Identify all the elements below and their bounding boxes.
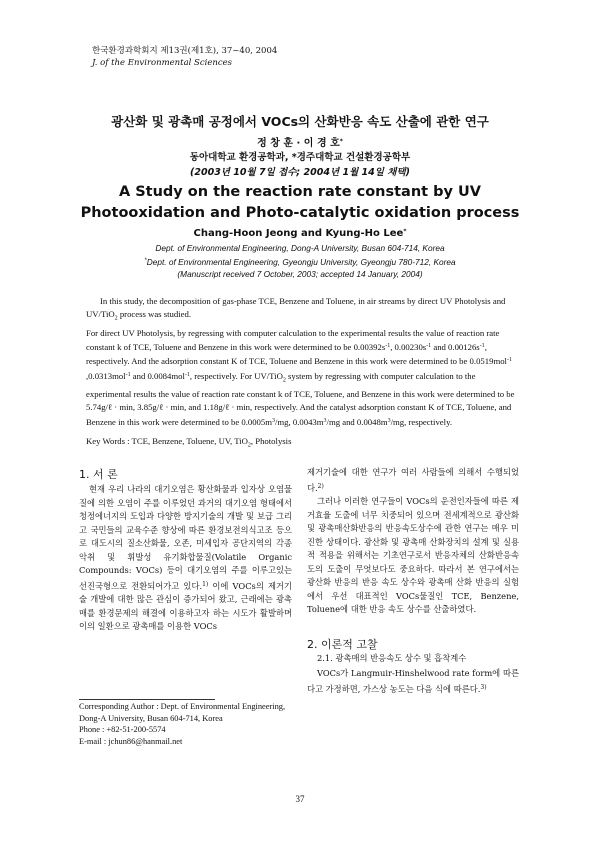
section-2-1-title: 2.1. 광촉매의 반응속도 상수 및 흡착계수 bbox=[317, 653, 467, 663]
section-2-1-text: VOCs가 Langmuir-Hinshelwood rate form에 따른다고 가정하면, 가스상 농도는 다음 식에 따른다.$^{3)}$ bbox=[307, 668, 519, 694]
manuscript-dates: (Manuscript received 7 October, 2003; accepted 14 January, 2004) bbox=[177, 269, 423, 279]
title-english-line-2: Photooxidation and Photo-catalytic oxidation process bbox=[80, 205, 520, 221]
affiliation-korean: 동아대학교 환경공학과, *경주대학교 건설환경공학부 bbox=[189, 152, 411, 163]
title-english bbox=[0, 182, 600, 224]
corresponding-author-footnote: Corresponding Author : Dept. of Environmental Engineering, Dong-A University, Busan 604-714, Korea Phone : +82-51-200-5574 E-mail : jchun86@hanmail.net bbox=[79, 702, 286, 746]
intro-left-column: 현재 우리 나라의 대기오염은 황산화물과 입자상 오염물질에 의한 오염이 주를 이루었던 과거의 대기오염 형태에서 청정에너지의 도입과 다양한 방지기술의 개발 및 보급 그리고 국민들의 교육수준 향상에 따른 환경보전의식고조 등으로 대도시의 질소산화물, 오존, 미세입자 공단지역의 각종 악취 및 휘발성 유기화합물질(Volatile Organic Compounds: VOCs) 등이 대기오염의 주를 이루고있는 선진국형으로 전환되어가고 있다.$^{1)}$ 이에 VOCs의 제거기술 개발에 대한 많은 관심이 증가되어 왔고, 근래에는 광촉매를 환경문제의 해결에 이용하고자 하는 시도가 활발하며 이의 일환으로 광촉매를 이용한 VOCs bbox=[79, 484, 292, 631]
authors-korean: 정 창 훈 · 이 경 호* bbox=[257, 138, 343, 149]
received-date-korean: (2003년 10월 7일 접수; 2004년 1월 14일 채택) bbox=[190, 167, 410, 178]
section-2-title: 2. 이론적 고찰 bbox=[307, 638, 378, 651]
abstract bbox=[86, 295, 516, 429]
title-korean: 광산화 및 광촉매 공정에서 VOCs의 산화반응 속도 산출에 관한 연구 bbox=[111, 114, 489, 129]
affiliation-english-2: *Dept. of Environmental Engineering, Gyeongju University, Gyeongju 780-712, Korea bbox=[144, 257, 456, 267]
section-1-title: 1. 서 론 bbox=[79, 468, 118, 481]
keywords: Key Words : TCE, Benzene, Toluene, UV, TiO$_2$, Photolysis bbox=[86, 436, 292, 449]
title-english-line-1: A Study on the reaction rate constant by UV bbox=[118, 184, 482, 200]
page-number: 37 bbox=[295, 794, 305, 804]
journal-citation: 한국환경과학회지 제13권(제1호), 37~40, 2004 bbox=[92, 46, 278, 56]
journal-name: J. of the Environmental Sciences bbox=[92, 58, 233, 68]
authors-english: Chang-Hoon Jeong and Kyung-Ho Lee* bbox=[193, 228, 407, 239]
footnote-divider bbox=[79, 699, 215, 700]
affiliation-english-1: Dept. of Environmental Engineering, Dong-A University, Busan 604-714, Korea bbox=[155, 243, 445, 253]
abstract-paragraph-2: For direct UV Photolysis, by regressing with computer calculation to the experimental results the value of reaction rate constant k of TCE, Toluene and Benzene in this work were determined to be $0.00392s^{-1}$, $0.00230s^{-1}$ and $0.00126s^{-1}$, respectively. And the adsorption constant K of TCE, Toluene and Benzene in this work were determined to be 0.0519mol$^{-1}$ ,0.0313mol$^{-1}$ and 0.0084mol$^{-1}$, respectively. For UV/TiO$_2$ system by regressing with computer calculation to the experimental results the value of reaction rate constant k of TCE, Toluene, and Benzene in this work were determined to be 5.74g/ℓ · min, 3.85g/ℓ · min, and 1.18g/ℓ · min, respectively. And the catalyst adsorption constant K of TCE, Toluene, and Benzene in this work were determined to be $0.0005m^3/mg$, $0.0043m^3/mg$ and $0.0048m^3/mg$, respectively. bbox=[86, 327, 515, 427]
author-mark: * bbox=[403, 228, 407, 235]
abstract-paragraph-1: In this study, the decomposition of gas-phase TCE, Benzene and Toluene, in air streams by direct UV Photolysis and UV/TiO$_2$ process was studied. bbox=[86, 296, 506, 323]
intro-right-column: 제거기술에 대한 연구가 여러 사람들에 의해서 수행되었다.$^{2)}$ 그러나 이러한 연구들이 VOCs의 운전인자들에 따른 제거효율 도출에 너무 치중되어 있으며 전세계적으로 광산화 및 광촉매산화반응의 반응속도상수에 관한 연구는 매우 미진한 상태이다. 광산화 및 광촉매 산화장치의 설계 및 실용적 적용을 위해서는 기초연구로서 반응자체의 산화반응속도의 도출이 무엇보다도 중요하다. 따라서 본 연구에서는 광산화 반응의 반응 속도 상수와 광촉매 산화 반응의 실험에서 우선 대표적인 VOCs물질인 TCE, Benzene, Toluene에 대한 반응 속도 상수를 산출하였다. bbox=[307, 467, 519, 614]
author-mark: * bbox=[339, 138, 343, 145]
